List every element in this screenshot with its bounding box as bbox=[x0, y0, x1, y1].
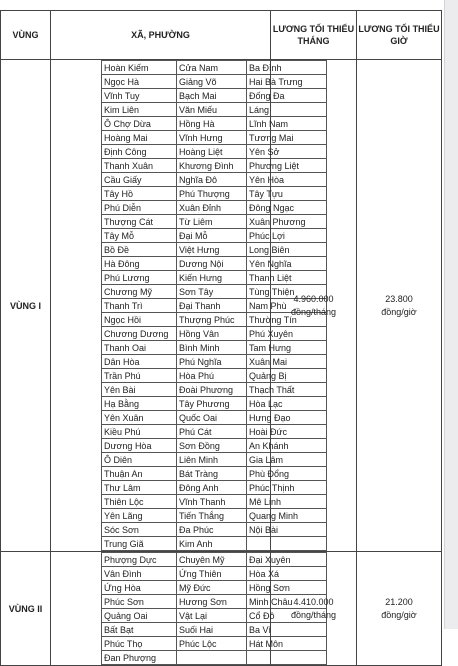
ward-name: Giảng Võ bbox=[177, 75, 247, 89]
ward-name: Đông Ngạc bbox=[247, 201, 327, 215]
ward-name: Xuân Phương bbox=[247, 215, 327, 229]
ward-name: Khương Đình bbox=[177, 159, 247, 173]
ward-name: Ngọc Hồi bbox=[102, 313, 177, 327]
ward-name: Kiến Hưng bbox=[177, 271, 247, 285]
ward-name bbox=[177, 651, 247, 665]
region-1-hourly-unit: đồng/giờ bbox=[381, 306, 417, 317]
ward-name: Tương Mai bbox=[247, 131, 327, 145]
ward-name: Minh Châu bbox=[247, 595, 327, 609]
ward-row bbox=[102, 383, 327, 397]
ward-name: Hưng Đạo bbox=[247, 411, 327, 425]
ward-name: Quảng Bị bbox=[247, 369, 327, 383]
region-1-wards-cell bbox=[51, 60, 306, 552]
region-1-hourly-wage bbox=[357, 60, 442, 552]
ward-name: Tây Hồ bbox=[102, 187, 177, 201]
ward-name: Thanh Trì bbox=[102, 299, 177, 313]
ward-name: Hòa Phú bbox=[177, 369, 247, 383]
ward-name: Hòa Xá bbox=[247, 567, 327, 581]
ward-name: Quốc Oai bbox=[177, 411, 247, 425]
ward-name: Nội Bài bbox=[247, 523, 327, 537]
ward-name: Quang Minh bbox=[247, 509, 327, 523]
ward-name: Văn Miếu bbox=[177, 103, 247, 117]
ward-name: Yên Nghĩa bbox=[247, 257, 327, 271]
ward-name: Ứng Thiên bbox=[177, 567, 247, 581]
ward-name: Dương Nội bbox=[177, 257, 247, 271]
region-1-label: VÙNG I bbox=[1, 60, 51, 552]
ward-name: Phượng Dực bbox=[102, 553, 177, 567]
ward-name: Sóc Sơn bbox=[102, 523, 177, 537]
ward-name: Vĩnh Tuy bbox=[102, 89, 177, 103]
region-1-monthly-unit: đồng/tháng bbox=[290, 306, 337, 317]
ward-name: Phú Diễn bbox=[102, 201, 177, 215]
ward-name: Trần Phú bbox=[102, 369, 177, 383]
ward-name: An Khánh bbox=[247, 439, 327, 453]
ward-row bbox=[102, 159, 327, 173]
ward-name: Đại Mỗ bbox=[177, 229, 247, 243]
ward-name: Phú Thượng bbox=[177, 187, 247, 201]
ward-name: Từ Liêm bbox=[177, 215, 247, 229]
ward-name: Kim Anh bbox=[177, 537, 247, 551]
header-row bbox=[1, 11, 442, 60]
ward-name: Hát Môn bbox=[247, 637, 327, 651]
ward-name: Bình Minh bbox=[177, 341, 247, 355]
ward-name: Cầu Giấy bbox=[102, 173, 177, 187]
ward-name: Hà Đông bbox=[102, 257, 177, 271]
header-hourly-wage: LƯƠNG TỐI THIỂU GIỜ bbox=[357, 11, 442, 60]
ward-name: Đông Anh bbox=[177, 481, 247, 495]
ward-name: Bạch Mai bbox=[177, 89, 247, 103]
ward-name: Phù Đổng bbox=[247, 467, 327, 481]
region-2-row bbox=[1, 552, 442, 666]
minimum-wage-table bbox=[0, 10, 442, 666]
ward-row bbox=[102, 201, 327, 215]
ward-name: Gia Lâm bbox=[247, 453, 327, 467]
ward-name: Hai Bà Trưng bbox=[247, 75, 327, 89]
ward-name: Dân Hòa bbox=[102, 355, 177, 369]
ward-name: Kim Liên bbox=[102, 103, 177, 117]
ward-name: Nam Phù bbox=[247, 299, 327, 313]
ward-row bbox=[102, 327, 327, 341]
ward-name: Hoàng Liệt bbox=[177, 145, 247, 159]
ward-name: Thuận An bbox=[102, 467, 177, 481]
region-2-monthly-wage bbox=[271, 552, 357, 666]
ward-name: Tây Phương bbox=[177, 397, 247, 411]
ward-name: Tây Mỗ bbox=[102, 229, 177, 243]
ward-name: Hồng Hà bbox=[177, 117, 247, 131]
header-monthly-wage: LƯƠNG TỐI THIỂU THÁNG bbox=[271, 11, 357, 60]
ward-name: Yên Hòa bbox=[247, 173, 327, 187]
ward-name: Mỹ Đức bbox=[177, 581, 247, 595]
ward-name: Hoàn Kiếm bbox=[102, 61, 177, 75]
region-2-label: VÙNG II bbox=[1, 552, 51, 666]
ward-name: Thượng Phúc bbox=[177, 313, 247, 327]
region-2-wards-cell bbox=[51, 552, 293, 666]
ward-name: Cổ Đô bbox=[247, 609, 327, 623]
ward-name: Đống Đa bbox=[247, 89, 327, 103]
ward-name: Chương Dương bbox=[102, 327, 177, 341]
ward-row bbox=[102, 509, 327, 523]
ward-name: Vĩnh Hưng bbox=[177, 131, 247, 145]
viewer-side-strip bbox=[444, 0, 458, 629]
ward-name: Ô Chợ Dừa bbox=[102, 117, 177, 131]
ward-name: Thiên Lộc bbox=[102, 495, 177, 509]
ward-name: Phúc Thịnh bbox=[247, 481, 327, 495]
ward-name: Chuyên Mỹ bbox=[177, 553, 247, 567]
ward-name: Ứng Hòa bbox=[102, 581, 177, 595]
ward-name: Phú Nghĩa bbox=[177, 355, 247, 369]
ward-row bbox=[102, 215, 327, 229]
ward-name: Phương Liệt bbox=[247, 159, 327, 173]
region-2-hourly-wage bbox=[357, 552, 442, 666]
ward-name: Hoàng Mai bbox=[102, 131, 177, 145]
ward-name: Thanh Xuân bbox=[102, 159, 177, 173]
ward-name: Tây Tựu bbox=[247, 187, 327, 201]
ward-name: Đại Xuyên bbox=[247, 553, 327, 567]
ward-name: Vĩnh Thanh bbox=[177, 495, 247, 509]
ward-name: Thanh Liệt bbox=[247, 271, 327, 285]
ward-row bbox=[102, 131, 327, 145]
ward-name: Vật Lại bbox=[177, 609, 247, 623]
ward-name: Ba Vì bbox=[247, 623, 327, 637]
ward-name: Hạ Bằng bbox=[102, 397, 177, 411]
ward-name: Chương Mỹ bbox=[102, 285, 177, 299]
ward-name: Ba Đình bbox=[247, 61, 327, 75]
region-2-monthly-amount: 4.410.000 bbox=[293, 596, 334, 607]
ward-name: Vân Đình bbox=[102, 567, 177, 581]
ward-name: Đa Phúc bbox=[177, 523, 247, 537]
ward-name: Thường Tín bbox=[247, 313, 327, 327]
ward-name: Hồng Vân bbox=[177, 327, 247, 341]
ward-name: Dương Hòa bbox=[102, 439, 177, 453]
ward-name: Láng bbox=[247, 103, 327, 117]
ward-name: Bất Bạt bbox=[102, 623, 177, 637]
region-2-hourly-unit: đồng/giờ bbox=[381, 609, 417, 620]
ward-name: Mê Linh bbox=[247, 495, 327, 509]
ward-name: Phúc Thọ bbox=[102, 637, 177, 651]
ward-name: Đoài Phương bbox=[177, 383, 247, 397]
ward-name: Phúc Lộc bbox=[177, 637, 247, 651]
ward-name: Phú Xuyên bbox=[247, 327, 327, 341]
ward-name: Thượng Cát bbox=[102, 215, 177, 229]
ward-name: Yên Lãng bbox=[102, 509, 177, 523]
ward-name: Xuân Mai bbox=[247, 355, 327, 369]
ward-name: Yên Sở bbox=[247, 145, 327, 159]
ward-name: Đan Phượng bbox=[102, 651, 177, 665]
ward-name: Ngọc Hà bbox=[102, 75, 177, 89]
ward-name: Phúc Lợi bbox=[247, 229, 327, 243]
ward-name: Thư Lâm bbox=[102, 481, 177, 495]
ward-name: Bồ Đề bbox=[102, 243, 177, 257]
header-region: VÙNG bbox=[1, 11, 51, 60]
ward-name: Tùng Thiện bbox=[247, 285, 327, 299]
ward-name: Thanh Oai bbox=[102, 341, 177, 355]
ward-name: Phúc Sơn bbox=[102, 595, 177, 609]
ward-row bbox=[102, 75, 327, 89]
ward-name: Bát Tràng bbox=[177, 467, 247, 481]
ward-name: Lĩnh Nam bbox=[247, 117, 327, 131]
ward-name: Hòa Lạc bbox=[247, 397, 327, 411]
ward-name: Thạch Thất bbox=[247, 383, 327, 397]
ward-name: Cửa Nam bbox=[177, 61, 247, 75]
region-1-hourly-amount: 23.800 bbox=[385, 293, 413, 304]
ward-name: Trung Giã bbox=[102, 537, 177, 551]
region-1-monthly-amount: 4.960.000 bbox=[293, 293, 334, 304]
ward-name: Phú Lương bbox=[102, 271, 177, 285]
ward-name: Sơn Tây bbox=[177, 285, 247, 299]
ward-name: Hương Sơn bbox=[177, 595, 247, 609]
ward-name: Liên Minh bbox=[177, 453, 247, 467]
ward-name: Quảng Oai bbox=[102, 609, 177, 623]
ward-name: Yên Xuân bbox=[102, 411, 177, 425]
ward-name: Hồng Sơn bbox=[247, 581, 327, 595]
ward-name: Tiến Thắng bbox=[177, 509, 247, 523]
ward-name: Suối Hai bbox=[177, 623, 247, 637]
ward-name: Phú Cát bbox=[177, 425, 247, 439]
region-2-hourly-amount: 21.200 bbox=[385, 596, 413, 607]
region-1-row bbox=[1, 60, 442, 552]
header-wards: XÃ, PHƯỜNG bbox=[51, 11, 271, 60]
ward-name: Yên Bài bbox=[102, 383, 177, 397]
region-2-monthly-unit: đồng/tháng bbox=[290, 609, 337, 620]
ward-name: Long Biên bbox=[247, 243, 327, 257]
ward-name: Sơn Đồng bbox=[177, 439, 247, 453]
ward-name: Việt Hưng bbox=[177, 243, 247, 257]
ward-name: Kiều Phú bbox=[102, 425, 177, 439]
ward-name: Hoài Đức bbox=[247, 425, 327, 439]
ward-name: Đại Thanh bbox=[177, 299, 247, 313]
ward-name: Định Công bbox=[102, 145, 177, 159]
ward-name: Nghĩa Đô bbox=[177, 173, 247, 187]
ward-name: Ô Diên bbox=[102, 453, 177, 467]
ward-row bbox=[102, 481, 327, 495]
ward-name: Tam Hưng bbox=[247, 341, 327, 355]
ward-name: Xuân Đỉnh bbox=[177, 201, 247, 215]
